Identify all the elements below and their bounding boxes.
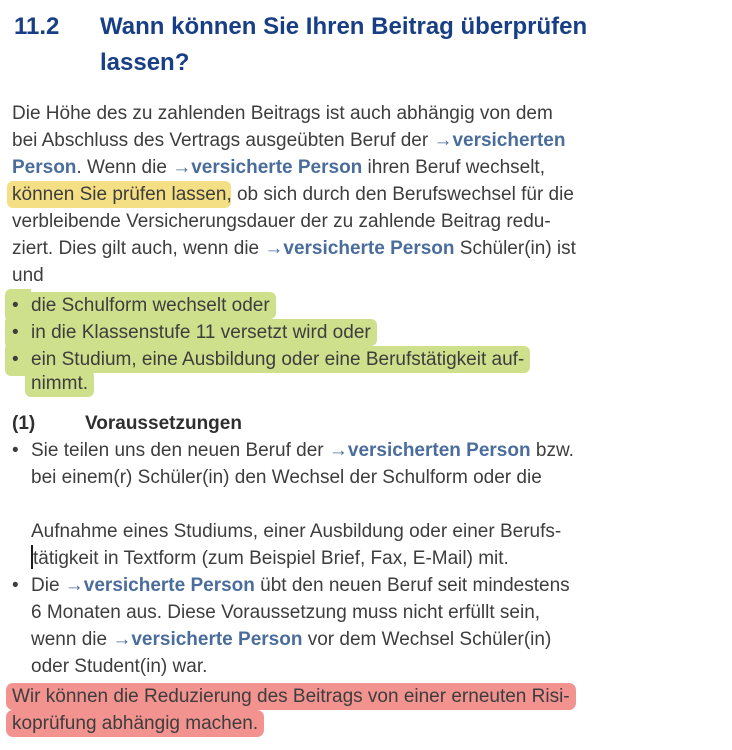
body-text: , ob sich durch den Berufswechsel für die [226, 184, 574, 205]
text-line [0, 316, 732, 343]
text-line [0, 343, 732, 370]
text-line [0, 235, 732, 262]
text-line [0, 572, 732, 599]
text-line [0, 154, 732, 181]
text-line [0, 491, 732, 518]
term-reference-link: →versicherte Person [264, 238, 455, 259]
bullet-icon: • [12, 440, 19, 461]
list-number: (1) [12, 413, 36, 434]
bullet-icon: • [5, 316, 31, 349]
text-line [0, 626, 732, 653]
body-text: ihren Beruf wechselt, [362, 157, 545, 178]
section-number: 11.2 [14, 13, 60, 40]
text-line [0, 181, 732, 208]
body-text: übt den neuen Beruf seit mindestens [254, 575, 570, 596]
text-line [0, 683, 732, 710]
section-title-line: Wann können Sie Ihren Beitrag überprüfen [100, 13, 588, 40]
term-reference-link: →versicherten [433, 130, 566, 151]
body-text: bzw. [530, 440, 574, 461]
body-text: tätigkeit in Textform (zum Beispiel Brief, Fax, E-Mail) mit. [33, 548, 509, 569]
text-line [0, 262, 732, 289]
section-title-line: lassen? [100, 49, 190, 76]
highlight-pink-text: koprüfung abhängig machen. [6, 710, 264, 737]
text-line [0, 653, 732, 680]
highlight-green-text: in die Klassenstufe 11 versetzt wird oder [31, 319, 377, 346]
body-text: oder Student(in) war. [31, 656, 208, 677]
body-text: Schüler(in) ist [454, 238, 576, 259]
highlight-green-text: nimmt. [25, 370, 94, 397]
body-text: Aufnahme eines Studiums, einer Ausbildung oder einer Berufs- [31, 521, 562, 542]
text-line [0, 208, 732, 235]
term-reference-link: →versicherte Person [64, 575, 255, 596]
term-reference-link: →versicherten Person [328, 440, 531, 461]
body-text: . Wenn die [76, 157, 173, 178]
text-line [0, 518, 732, 545]
section-title [100, 9, 587, 81]
text-line [0, 599, 732, 626]
bold-text: Voraussetzungen [85, 413, 242, 434]
term-reference-link: Person [12, 157, 77, 178]
text-line [0, 127, 732, 154]
term-reference-link: →versicherte Person [172, 157, 363, 178]
text-line [0, 437, 732, 464]
highlight-green-text: die Schulform wechselt oder [31, 292, 276, 319]
section-heading [0, 0, 732, 81]
text-line [0, 370, 732, 397]
highlight-yellow-text: können Sie prüfen lassen [7, 181, 231, 208]
body-text: vor dem Wechsel Schüler(in) [302, 629, 552, 650]
bullet-icon: • [5, 343, 31, 376]
highlight-green-text: ein Studium, eine Ausbildung oder eine Berufstätigkeit auf- [31, 346, 530, 373]
text-line [0, 545, 732, 572]
text-line [0, 100, 732, 127]
body-text: Sie teilen uns den neuen Beruf der [31, 440, 329, 461]
body-text: verbleibende Versicherungsdauer der zu zahlende Beitrag redu- [12, 211, 551, 232]
body-text: 6 Monaten aus. Diese Voraussetzung muss nicht erfüllt sein, [31, 602, 541, 623]
body-text: Die Höhe des zu zahlenden Beitrags ist auch abhängig von dem [12, 103, 553, 124]
term-reference-link: →versicherte Person [112, 629, 303, 650]
text-line [0, 710, 732, 737]
body-text: bei einem(r) Schüler(in) den Wechsel der Schulform oder die [31, 467, 542, 488]
bullet-icon: • [12, 575, 19, 596]
text-line [0, 289, 732, 316]
highlight-pink-text: Wir können die Reduzierung des Beitrags von einer erneuten Risi- [6, 683, 576, 710]
body-text: ziert. Dies gilt auch, wenn die [12, 238, 265, 259]
text-line [0, 464, 732, 491]
document-body [0, 100, 732, 737]
bullet-icon: • [5, 289, 31, 322]
body-text: und [12, 265, 44, 286]
subsection-heading [0, 410, 732, 437]
body-text: bei Abschluss des Vertrags ausgeübten Beruf der [12, 130, 434, 151]
body-text: wenn die [31, 629, 113, 650]
body-text: Die [31, 575, 65, 596]
